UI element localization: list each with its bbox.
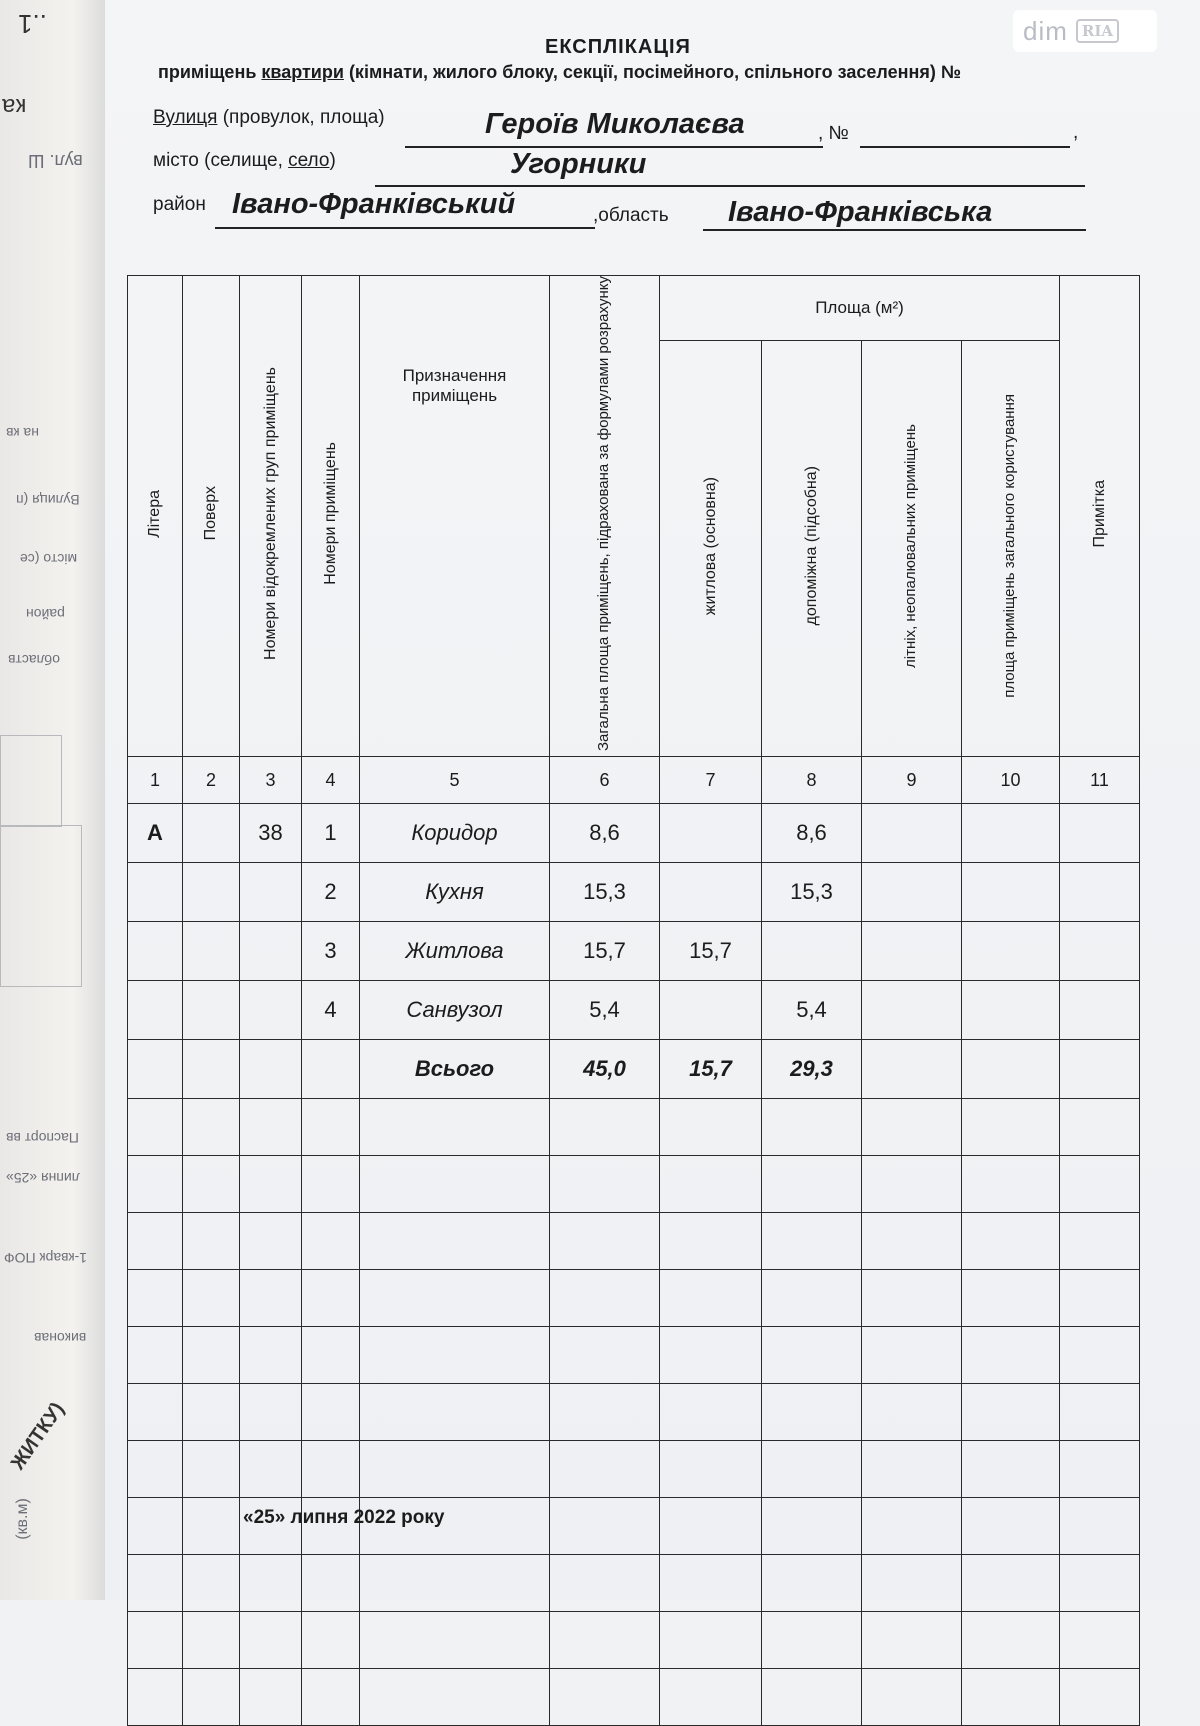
empty-cell bbox=[360, 1612, 550, 1669]
empty-cell bbox=[962, 1327, 1060, 1384]
empty-cell bbox=[183, 1441, 240, 1498]
column-number: 9 bbox=[862, 757, 962, 804]
empty-cell bbox=[762, 1270, 862, 1327]
cell-aux bbox=[762, 922, 862, 981]
cell-group bbox=[240, 981, 302, 1040]
total-living: 15,7 bbox=[660, 1040, 762, 1099]
empty-cell bbox=[360, 1384, 550, 1441]
empty-cell bbox=[862, 1498, 962, 1555]
empty-cell bbox=[962, 1270, 1060, 1327]
district-label: район bbox=[153, 194, 206, 215]
dim-ria-watermark bbox=[1013, 10, 1157, 52]
empty-cell bbox=[302, 1270, 360, 1327]
cell-living bbox=[660, 804, 762, 863]
empty-cell bbox=[1060, 1327, 1140, 1384]
empty-cell bbox=[302, 1099, 360, 1156]
empty-cell bbox=[1060, 1612, 1140, 1669]
underlying-fragment: ЖИТКУ) bbox=[6, 1398, 69, 1474]
empty-cell bbox=[240, 1384, 302, 1441]
cell-purpose: Кухня bbox=[360, 863, 550, 922]
empty-cell bbox=[1060, 1270, 1140, 1327]
empty-cell bbox=[1060, 1441, 1140, 1498]
underlying-fragment: областв bbox=[8, 652, 60, 668]
cell-litera bbox=[128, 981, 183, 1040]
underlying-fragment: місто (се bbox=[20, 551, 78, 567]
underlying-fragment: Паспорт вв bbox=[6, 1130, 79, 1146]
empty-cell bbox=[550, 1441, 660, 1498]
column-number: 11 bbox=[1060, 757, 1140, 804]
empty-cell bbox=[862, 1384, 962, 1441]
cell-room: 3 bbox=[302, 922, 360, 981]
column-number: 1 bbox=[128, 757, 183, 804]
column-number: 6 bbox=[550, 757, 660, 804]
empty-cell bbox=[240, 1612, 302, 1669]
empty-cell bbox=[962, 1669, 1060, 1726]
empty-cell bbox=[660, 1327, 762, 1384]
empty-cell bbox=[302, 1384, 360, 1441]
empty-cell bbox=[550, 1099, 660, 1156]
empty-cell bbox=[762, 1669, 862, 1726]
empty-cell bbox=[660, 1669, 762, 1726]
empty-table-row bbox=[128, 1612, 1140, 1669]
empty-cell bbox=[128, 1555, 183, 1612]
empty-cell bbox=[360, 1441, 550, 1498]
empty-cell bbox=[660, 1384, 762, 1441]
underlying-fragment: 1-кварк ПОФ bbox=[4, 1250, 88, 1266]
header-group-numbers: Номери відокремлених груп приміщень bbox=[240, 276, 302, 757]
empty-cell bbox=[183, 1555, 240, 1612]
empty-cell bbox=[660, 1555, 762, 1612]
empty-cell bbox=[240, 1099, 302, 1156]
cell-aux: 15,3 bbox=[762, 863, 862, 922]
empty-cell bbox=[360, 1270, 550, 1327]
empty-cell bbox=[360, 1327, 550, 1384]
underlying-fragment: ..1 bbox=[18, 9, 47, 39]
column-number-row bbox=[128, 757, 1140, 804]
total-aux: 29,3 bbox=[762, 1040, 862, 1099]
empty-cell bbox=[183, 1327, 240, 1384]
cell-total: 5,4 bbox=[550, 981, 660, 1040]
empty-cell bbox=[128, 1099, 183, 1156]
empty-cell bbox=[862, 1099, 962, 1156]
empty-cell bbox=[762, 1213, 862, 1270]
empty-cell bbox=[183, 1498, 240, 1555]
cell-litera bbox=[128, 863, 183, 922]
empty-cell bbox=[660, 1270, 762, 1327]
cell-purpose: Житлова bbox=[360, 922, 550, 981]
cell-group bbox=[240, 863, 302, 922]
empty-cell bbox=[550, 1669, 660, 1726]
header-auxiliary: допоміжна (підсобна) bbox=[762, 340, 862, 757]
empty-cell bbox=[862, 1213, 962, 1270]
cell-room: 2 bbox=[302, 863, 360, 922]
empty-cell bbox=[128, 1327, 183, 1384]
number-label: , № bbox=[818, 123, 849, 144]
empty-cell bbox=[550, 1555, 660, 1612]
empty-cell bbox=[302, 1612, 360, 1669]
column-number: 4 bbox=[302, 757, 360, 804]
empty-cell bbox=[550, 1498, 660, 1555]
total-area: 45,0 bbox=[550, 1040, 660, 1099]
cell-group: 38 bbox=[240, 804, 302, 863]
header-note: Примітка bbox=[1060, 276, 1140, 757]
empty-cell bbox=[660, 1099, 762, 1156]
empty-table-row bbox=[128, 1669, 1140, 1726]
empty-cell bbox=[1060, 1555, 1140, 1612]
empty-cell bbox=[128, 1156, 183, 1213]
empty-cell bbox=[962, 1498, 1060, 1555]
empty-cell bbox=[862, 1669, 962, 1726]
total-label: Всього bbox=[360, 1040, 550, 1099]
empty-cell bbox=[183, 1384, 240, 1441]
region-value: Івано-Франківська bbox=[728, 196, 993, 228]
cell-litera bbox=[128, 922, 183, 981]
empty-cell bbox=[962, 1612, 1060, 1669]
street-label: Вулиця (провулок, площа) bbox=[153, 107, 385, 128]
column-number: 10 bbox=[962, 757, 1060, 804]
empty-cell bbox=[240, 1327, 302, 1384]
empty-cell bbox=[240, 1441, 302, 1498]
empty-cell bbox=[240, 1669, 302, 1726]
header-summer: літніх, неопалювальних приміщень bbox=[862, 340, 962, 757]
empty-cell bbox=[360, 1099, 550, 1156]
empty-cell bbox=[240, 1270, 302, 1327]
underlying-fragment: виконав bbox=[34, 1330, 87, 1346]
document-date: «25» липня 2022 року bbox=[243, 1507, 445, 1528]
table-row bbox=[128, 981, 1140, 1040]
empty-cell bbox=[302, 1213, 360, 1270]
column-number: 7 bbox=[660, 757, 762, 804]
empty-cell bbox=[302, 1555, 360, 1612]
empty-cell bbox=[183, 1270, 240, 1327]
empty-table-row bbox=[128, 1327, 1140, 1384]
empty-cell bbox=[962, 1441, 1060, 1498]
empty-table-row bbox=[128, 1384, 1140, 1441]
empty-cell bbox=[550, 1612, 660, 1669]
cell-living bbox=[660, 863, 762, 922]
empty-cell bbox=[1060, 1156, 1140, 1213]
underlying-fragment: Вулиця (п bbox=[16, 492, 80, 508]
empty-table-row bbox=[128, 1441, 1140, 1498]
cell-aux: 8,6 bbox=[762, 804, 862, 863]
table-row bbox=[128, 863, 1140, 922]
cell-floor bbox=[183, 981, 240, 1040]
underlying-fragment: вул. Ш bbox=[28, 151, 83, 171]
underlying-fragment: на кв bbox=[6, 425, 39, 441]
empty-cell bbox=[302, 1156, 360, 1213]
empty-cell bbox=[240, 1555, 302, 1612]
empty-cell bbox=[360, 1555, 550, 1612]
empty-table-row bbox=[128, 1099, 1140, 1156]
district-value: Івано-Франківський bbox=[232, 188, 516, 220]
empty-cell bbox=[128, 1270, 183, 1327]
empty-cell bbox=[128, 1612, 183, 1669]
cell-total: 8,6 bbox=[550, 804, 660, 863]
cell-litera: А bbox=[128, 804, 183, 863]
underlying-fragment: липня «25» bbox=[6, 1170, 80, 1186]
header-litera: Літера bbox=[128, 276, 183, 757]
cell-group bbox=[240, 922, 302, 981]
cell-living bbox=[660, 981, 762, 1040]
street-value: Героїв Миколаєва bbox=[485, 108, 745, 140]
empty-cell bbox=[660, 1612, 762, 1669]
empty-cell bbox=[762, 1156, 862, 1213]
empty-cell bbox=[302, 1327, 360, 1384]
empty-cell bbox=[128, 1669, 183, 1726]
cell-floor bbox=[183, 922, 240, 981]
empty-cell bbox=[962, 1555, 1060, 1612]
empty-cell bbox=[128, 1441, 183, 1498]
empty-cell bbox=[240, 1213, 302, 1270]
empty-table-row bbox=[128, 1270, 1140, 1327]
cell-living: 15,7 bbox=[660, 922, 762, 981]
empty-cell bbox=[360, 1213, 550, 1270]
cell-floor bbox=[183, 804, 240, 863]
empty-cell bbox=[1060, 1213, 1140, 1270]
empty-rows bbox=[128, 1099, 1140, 1726]
table-row bbox=[128, 922, 1140, 981]
empty-cell bbox=[862, 1327, 962, 1384]
header-living: житлова (основна) bbox=[660, 340, 762, 757]
column-number: 3 bbox=[240, 757, 302, 804]
empty-cell bbox=[302, 1669, 360, 1726]
underlying-fragment: район bbox=[26, 606, 65, 622]
region-label: ,область bbox=[593, 205, 669, 226]
empty-cell bbox=[762, 1099, 862, 1156]
empty-cell bbox=[550, 1156, 660, 1213]
empty-cell bbox=[762, 1327, 862, 1384]
empty-cell bbox=[762, 1384, 862, 1441]
empty-cell bbox=[183, 1156, 240, 1213]
empty-cell bbox=[862, 1555, 962, 1612]
empty-cell bbox=[550, 1327, 660, 1384]
empty-cell bbox=[862, 1270, 962, 1327]
total-row bbox=[128, 1040, 1140, 1099]
header-area-group: Площа (м²) bbox=[660, 276, 1060, 341]
empty-cell bbox=[962, 1384, 1060, 1441]
header-purpose: Призначення приміщень bbox=[360, 276, 550, 757]
underlying-fragment: ка bbox=[2, 93, 27, 120]
underlying-page-edge bbox=[0, 0, 107, 1600]
column-number: 2 bbox=[183, 757, 240, 804]
column-number: 8 bbox=[762, 757, 862, 804]
empty-cell bbox=[1060, 1384, 1140, 1441]
cell-room: 1 bbox=[302, 804, 360, 863]
watermark-dim-text: dim bbox=[1023, 15, 1068, 46]
empty-cell bbox=[1060, 1498, 1140, 1555]
empty-cell bbox=[862, 1156, 962, 1213]
empty-cell bbox=[962, 1099, 1060, 1156]
empty-cell bbox=[240, 1156, 302, 1213]
document-subtitle: приміщень квартири (кімнати, жилого блоку, секції, посімейного, спільного заселення) № bbox=[158, 62, 961, 82]
empty-cell bbox=[962, 1213, 1060, 1270]
cell-aux: 5,4 bbox=[762, 981, 862, 1040]
cell-total: 15,3 bbox=[550, 863, 660, 922]
empty-cell bbox=[1060, 1669, 1140, 1726]
empty-table-row bbox=[128, 1555, 1140, 1612]
table-row bbox=[128, 804, 1140, 863]
empty-cell bbox=[183, 1669, 240, 1726]
city-value: Угорники bbox=[510, 148, 647, 180]
empty-cell bbox=[762, 1612, 862, 1669]
empty-cell bbox=[762, 1555, 862, 1612]
empty-cell bbox=[862, 1612, 962, 1669]
empty-cell bbox=[183, 1612, 240, 1669]
empty-cell bbox=[660, 1213, 762, 1270]
empty-cell bbox=[762, 1441, 862, 1498]
header-total-area: Загальна площа приміщень, підрахована за формулами розрахунку bbox=[550, 276, 660, 757]
empty-cell bbox=[660, 1156, 762, 1213]
city-label: місто (селище, село) bbox=[153, 150, 336, 171]
cell-total: 15,7 bbox=[550, 922, 660, 981]
cell-room: 4 bbox=[302, 981, 360, 1040]
empty-cell bbox=[550, 1384, 660, 1441]
column-number: 5 bbox=[360, 757, 550, 804]
cell-floor bbox=[183, 863, 240, 922]
empty-cell bbox=[360, 1156, 550, 1213]
empty-cell bbox=[660, 1498, 762, 1555]
empty-table-row bbox=[128, 1156, 1140, 1213]
empty-cell bbox=[962, 1156, 1060, 1213]
empty-table-row bbox=[128, 1213, 1140, 1270]
header-common: площа приміщень загального користування bbox=[962, 340, 1060, 757]
header-floor: Поверх bbox=[183, 276, 240, 757]
document-title: ЕКСПЛІКАЦІЯ bbox=[545, 36, 691, 58]
underlying-fragment: (кв.м) bbox=[13, 1498, 31, 1540]
empty-cell bbox=[128, 1213, 183, 1270]
empty-cell bbox=[360, 1669, 550, 1726]
header-room-numbers: Номери приміщень bbox=[302, 276, 360, 757]
empty-cell bbox=[550, 1213, 660, 1270]
cell-purpose: Санвузол bbox=[360, 981, 550, 1040]
ria-logo-icon: RIA bbox=[1076, 19, 1119, 43]
empty-cell bbox=[128, 1498, 183, 1555]
cell-purpose: Коридор bbox=[360, 804, 550, 863]
empty-cell bbox=[302, 1441, 360, 1498]
empty-cell bbox=[1060, 1099, 1140, 1156]
empty-cell bbox=[183, 1099, 240, 1156]
empty-cell bbox=[660, 1441, 762, 1498]
empty-cell bbox=[862, 1441, 962, 1498]
empty-cell bbox=[762, 1498, 862, 1555]
empty-cell bbox=[183, 1213, 240, 1270]
empty-cell bbox=[550, 1270, 660, 1327]
empty-cell bbox=[128, 1384, 183, 1441]
